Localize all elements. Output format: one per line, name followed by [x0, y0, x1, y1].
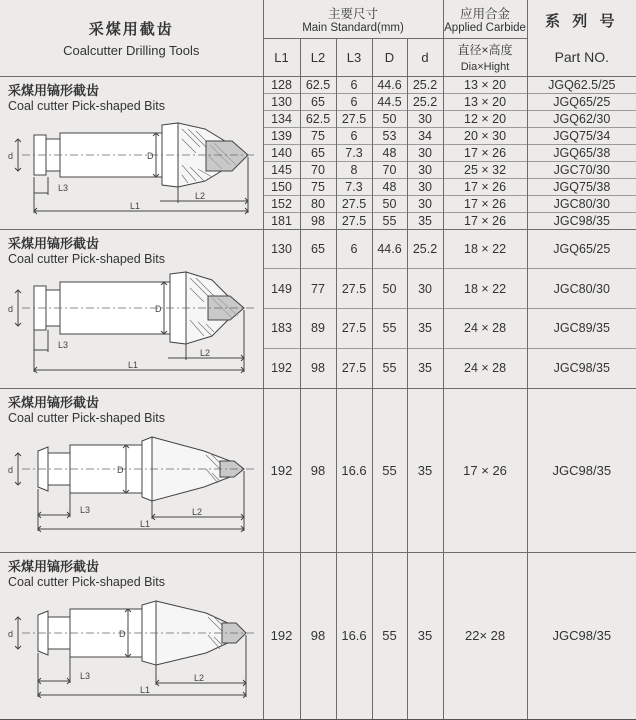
- carbide-header: [443, 0, 527, 38]
- cell-part: JGQ65/25: [528, 230, 636, 270]
- dim-label-L2: L2: [194, 672, 205, 683]
- section-1-drawing-cell: [0, 76, 263, 229]
- cell-D: 44.6: [373, 230, 407, 270]
- dim-label-d: d: [8, 464, 14, 475]
- cell-D: 55: [372, 388, 407, 552]
- cell-carbide: 22× 28: [443, 552, 527, 719]
- cell-d: 35: [407, 552, 443, 719]
- cell-carbide: 18 × 22: [444, 269, 527, 309]
- cell-l1: 150: [264, 179, 300, 196]
- dim-label-L2: L2: [200, 347, 211, 358]
- cell-l3: 8: [337, 162, 372, 179]
- dim-label-L1: L1: [140, 518, 151, 529]
- cell-carbide: 17 × 26: [444, 179, 527, 196]
- cell-carbide: 24 × 28: [464, 361, 507, 376]
- cell-part: JGQ65/38: [528, 145, 636, 162]
- column-header-d: d: [407, 38, 443, 76]
- cell-l2: 77: [301, 269, 336, 309]
- cell-part: JGQ75/34: [528, 128, 636, 145]
- cell-l1: 139: [264, 128, 300, 145]
- cell-part: JGC98/35: [553, 213, 610, 228]
- cell-carbide: 17 × 26: [444, 145, 527, 162]
- cell-d: 35: [408, 309, 443, 349]
- cell-D: 48: [373, 179, 407, 196]
- section-1-l2: [300, 76, 336, 229]
- cell-l3: 6: [337, 230, 372, 270]
- carbide-sub-en: Dia×Hight: [460, 61, 510, 73]
- cell-l3: 27.5: [337, 111, 372, 128]
- cell-carbide: 13 × 20: [444, 94, 527, 111]
- cell-l3: 27.5: [337, 309, 372, 349]
- dim-label-D: D: [147, 150, 154, 161]
- cell-l2: 89: [301, 309, 336, 349]
- column-header-l3: L3: [336, 38, 372, 76]
- table-title-cell: [0, 0, 263, 76]
- cell-carbide: 18 × 22: [444, 230, 527, 270]
- pick-bit-drawing-2: [0, 268, 263, 388]
- cell-d: 30: [408, 269, 443, 309]
- cell-l2: 80: [301, 196, 336, 213]
- section-2-carbide: [443, 229, 527, 388]
- cell-l3: 6: [337, 94, 372, 111]
- column-header-l2: L2: [300, 38, 336, 76]
- cell-l1: 145: [264, 162, 300, 179]
- cell-l2: 98: [311, 213, 325, 228]
- section-title-en: Coal cutter Pick-shaped Bits: [8, 251, 166, 266]
- dim-label-L1: L1: [130, 200, 141, 211]
- cell-l1: 128: [264, 77, 300, 94]
- cell-l2: 62.5: [301, 77, 336, 94]
- cell-l3: 27.5: [337, 269, 372, 309]
- cell-d: 25.2: [408, 94, 443, 111]
- cell-l2: 98: [300, 552, 336, 719]
- cell-d: 35: [418, 361, 432, 376]
- cell-l3: 27.5: [341, 213, 367, 228]
- carbide-sub-header: [443, 38, 527, 76]
- cell-l3: 27.5: [337, 196, 372, 213]
- part-no-en: Part NO.: [554, 49, 610, 66]
- section-1-l3: [336, 76, 372, 229]
- section-1-d: [407, 76, 443, 229]
- cell-carbide: 25 × 32: [444, 162, 527, 179]
- table-title-en: Coalcutter Drilling Tools: [63, 42, 200, 58]
- section-1-carbide: [443, 76, 527, 229]
- cell-part: JGC70/30: [528, 162, 636, 179]
- cell-l2: 75: [301, 179, 336, 196]
- cell-l1: 130: [264, 230, 300, 270]
- cell-l2: 65: [301, 230, 336, 270]
- cell-l2: 98: [300, 388, 336, 552]
- cell-D: 44.6: [373, 77, 407, 94]
- cell-D: 53: [373, 128, 407, 145]
- cell-l2: 75: [301, 128, 336, 145]
- cell-d: 35: [418, 213, 432, 228]
- cell-d: 30: [408, 196, 443, 213]
- pick-bit-drawing-4: [0, 593, 263, 717]
- dim-label-d: d: [8, 303, 14, 314]
- main-standard-en: Main Standard(mm): [302, 21, 404, 34]
- table-title-cn: 采煤用截齿: [88, 20, 174, 38]
- section-title-cn: 采煤用镐形截齿: [8, 82, 100, 98]
- part-no-header: [527, 0, 636, 76]
- section-title-en: Coal cutter Pick-shaped Bits: [8, 98, 166, 113]
- cell-l3: 16.6: [336, 388, 372, 552]
- cell-d: 30: [408, 179, 443, 196]
- dim-label-L3: L3: [58, 182, 69, 193]
- section-2-drawing-cell: [0, 229, 263, 388]
- cell-part: JGQ75/38: [528, 179, 636, 196]
- section-1-part: [527, 76, 636, 229]
- section-2-l2: [300, 229, 336, 388]
- main-standard-header: [263, 0, 443, 38]
- section-2-l3: [336, 229, 372, 388]
- section-title-cn: 采煤用镐形截齿: [8, 558, 100, 574]
- cell-l2: 65: [301, 145, 336, 162]
- dim-label-L2: L2: [192, 506, 203, 517]
- cell-carbide: 17 × 26: [443, 388, 527, 552]
- cell-part: JGC98/35: [553, 361, 610, 376]
- pick-bit-drawing-3: [0, 429, 263, 551]
- column-header-l1: L1: [263, 38, 300, 76]
- main-standard-cn: 主要尺寸: [328, 6, 379, 21]
- carbide-header-en: Applied Carbide: [444, 21, 526, 34]
- section-title-cn: 采煤用镐形截齿: [8, 394, 100, 410]
- cell-D: 55: [373, 309, 407, 349]
- cell-l3: 6: [337, 77, 372, 94]
- cell-l2: 98: [311, 361, 325, 376]
- section-2-l1: [263, 229, 300, 388]
- carbide-header-cn: 应用合金: [460, 6, 511, 21]
- cell-D: 70: [373, 162, 407, 179]
- cell-d: 25.2: [408, 77, 443, 94]
- cell-l2: 62.5: [301, 111, 336, 128]
- cell-D: 44.5: [373, 94, 407, 111]
- dim-label-L3: L3: [58, 339, 69, 350]
- cell-l1: 130: [264, 94, 300, 111]
- section-2-d: [407, 229, 443, 388]
- cell-carbide: 17 × 26: [464, 213, 507, 228]
- cell-part: JGC89/35: [528, 309, 636, 349]
- cell-D: 50: [373, 269, 407, 309]
- section-2-part: [527, 229, 636, 388]
- cell-l1: 149: [264, 269, 300, 309]
- cell-l1: 183: [264, 309, 300, 349]
- dim-label-L3: L3: [80, 670, 91, 681]
- cell-part: JGC80/30: [528, 269, 636, 309]
- section-title-en: Coal cutter Pick-shaped Bits: [8, 410, 166, 425]
- cell-D: 55: [382, 213, 397, 228]
- section-1-l1: [263, 76, 300, 229]
- section-1-D: [372, 76, 407, 229]
- cell-l1: 192: [263, 388, 300, 552]
- pick-bit-drawing-1: [0, 115, 263, 229]
- cell-l3: 6: [337, 128, 372, 145]
- dim-label-D: D: [155, 303, 162, 314]
- cell-l1: 140: [264, 145, 300, 162]
- cell-l2: 70: [301, 162, 336, 179]
- section-title-en: Coal cutter Pick-shaped Bits: [8, 574, 166, 589]
- dim-label-d: d: [8, 150, 14, 161]
- cell-part: JGC98/35: [527, 388, 636, 552]
- cell-d: 35: [407, 388, 443, 552]
- cell-l3: 7.3: [337, 145, 372, 162]
- cell-carbide: 20 × 30: [444, 128, 527, 145]
- section-2-D: [372, 229, 407, 388]
- cell-d: 34: [408, 128, 443, 145]
- cell-carbide: 24 × 28: [444, 309, 527, 349]
- cell-D: 55: [372, 552, 407, 719]
- cell-l1: 192: [271, 361, 292, 376]
- cell-D: 50: [373, 196, 407, 213]
- cell-part: JGC98/35: [527, 552, 636, 719]
- cell-d: 30: [408, 111, 443, 128]
- cell-d: 30: [408, 162, 443, 179]
- dim-label-D: D: [119, 628, 126, 639]
- cell-l3: 16.6: [336, 552, 372, 719]
- dim-label-L3: L3: [80, 504, 91, 515]
- cell-carbide: 13 × 20: [444, 77, 527, 94]
- cell-carbide: 12 × 20: [444, 111, 527, 128]
- cell-D: 48: [373, 145, 407, 162]
- cell-part: JGQ62/30: [528, 111, 636, 128]
- cell-D: 50: [373, 111, 407, 128]
- cell-l2: 65: [301, 94, 336, 111]
- cell-l1: 134: [264, 111, 300, 128]
- dim-label-d: d: [8, 628, 14, 639]
- cell-d: 25.2: [408, 230, 443, 270]
- cell-l3: 7.3: [337, 179, 372, 196]
- section-3-drawing-cell: [0, 388, 263, 552]
- cell-part: JGQ65/25: [528, 94, 636, 111]
- cell-carbide: 17 × 26: [444, 196, 527, 213]
- carbide-sub-cn: 直径×高度: [457, 43, 513, 57]
- cell-l1: 192: [263, 552, 300, 719]
- dim-label-L1: L1: [128, 359, 139, 370]
- cell-l1: 181: [271, 213, 292, 228]
- section-4-drawing-cell: [0, 552, 263, 719]
- section-title-cn: 采煤用镐形截齿: [8, 235, 100, 251]
- cell-part: JGQ62.5/25: [528, 77, 636, 94]
- cell-part: JGC80/30: [528, 196, 636, 213]
- dim-label-L2: L2: [195, 190, 206, 201]
- cell-l3: 27.5: [341, 361, 367, 376]
- cell-d: 30: [408, 145, 443, 162]
- dim-label-L1: L1: [140, 684, 151, 695]
- part-no-cn: 系 列 号: [545, 13, 619, 31]
- cell-l1: 152: [264, 196, 300, 213]
- column-header-D: D: [372, 38, 407, 76]
- cell-D: 55: [382, 361, 397, 376]
- dim-label-D: D: [117, 464, 124, 475]
